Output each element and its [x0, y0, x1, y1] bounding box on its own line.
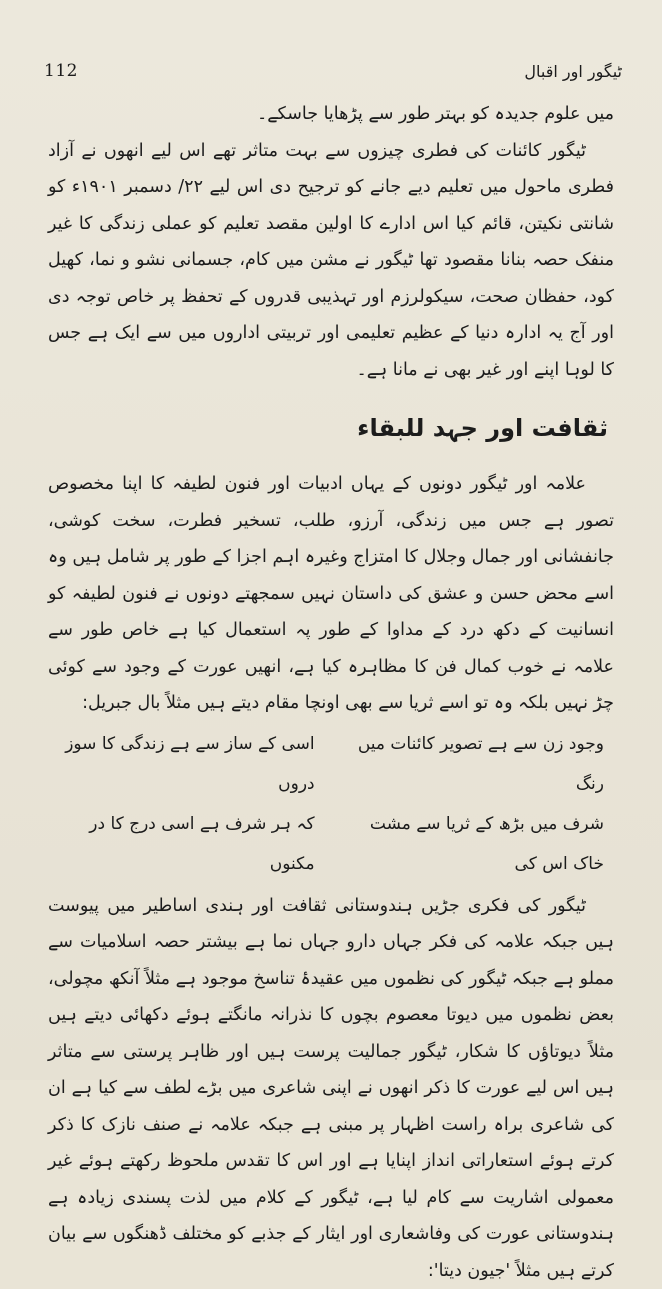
couplet-first-line: وجود زن سے ہے تصویر کائنات میں رنگ: [347, 724, 604, 804]
couplet-second-line: کہ ہر شرف ہے اسی درج کا در مکنوں: [58, 804, 335, 884]
paragraph-arts-concept: علامہ اور ٹیگور دونوں کے یہاں ادبیات اور فنون لطیفہ کا اپنا مخصوص تصور ہے جس میں زندگی، آرزو، طلب، تسخیر فطرت، سخت کوشی، جانفشانی اور جمال وجلال کا امتزاج وغیرہ اہم اجزا کے طور پر شامل ہیں وہ اسے محض حسن و عشق کی داستان نہیں سمجھتے دونوں نے فنون لطیفہ کو انسانیت کے دکھ درد کے مداوا کے طور پہ استعمال کیا ہے خاص طور سے علامہ نے خوب کمال فن کا مظاہرہ کیا ہے، انھیں عورت کے وجود سے کوئی چڑ نہیں بلکہ وہ تو اسے ثریا سے بھی اونچا مقام دیتے ہیں مثلاً بال جبریل:: [48, 466, 614, 722]
paragraph-tagore-nature: ٹیگور کائنات کی فطری چیزوں سے بہت متاثر تھے اس لیے انھوں نے آزاد فطری ماحول میں تعلیم دیے جانے کو ترجیح دی اس لیے ۲۲/ دسمبر ۱۹۰۱ء کو شانتی نکیتن، قائم کیا اس ادارے کا اولین مقصد تعلیم کو عملی زندگی کا غیر منفک حصہ بنانا مقصود تھا ٹیگور نے مشن میں کام، جسمانی نشو و نما، کھیل کود، حفظان صحت، سیکولرزم اور تہذیبی قدروں کے تحفظ پر خاص توجہ دی اور آج یہ ادارہ دنیا کے عظیم تعلیمی اور تربیتی اداروں میں سے ایک ہے جس کا لوہا اپنے اور غیر بھی نے مانا ہے۔: [48, 133, 614, 389]
couplet: [58, 724, 604, 804]
page-number: 112: [44, 61, 78, 81]
couplet-second-line: اسی کے ساز سے ہے زندگی کا سوز دروں: [58, 724, 335, 804]
poetry-couplets: [48, 724, 614, 884]
page-content: [48, 96, 614, 1289]
running-title: ٹیگور اور اقبال: [524, 62, 622, 81]
paragraph-comparison: ٹیگور کی فکری جڑیں ہندوستانی ثقافت اور ہندی اساطیر میں پیوست ہیں جبکہ علامہ کی فکر جہاں دارو جہاں نما ہے بیشتر حصہ اسلامیات سے مملو ہے جبکہ ٹیگور کی نظموں میں عقیدۂ تناسخ موجود ہے مثلاً آنکھ مچولی، بعض نظموں میں دیوتا معصوم بچوں کا نذرانہ مانگتے ہوئے دکھائی دیتے ہیں مثلاً دیوتاؤں کا شکار، ٹیگور جمالیت پرست ہیں اور ظاہر پرستی سے متاثر ہیں اس لیے عورت کا ذکر انھوں نے اپنی شاعری میں بڑے لطف سے کیا ہے ان کی شاعری براہ راست اظہار پر مبنی ہے جبکہ علامہ نے صنف نازک کا ذکر کرتے ہوئے استعاراتی انداز اپنایا ہے اور اس کا تقدس ملحوظ رکھتے ہوئے غیر معمولی اشاریت سے کام لیا ہے، ٹیگور کے کلام میں لذت پسندی زیادہ ہے ہندوستانی عورت کی وفاشعاری اور ایثار کے جذبے کو مختلف ڈھنگوں سے بیان کرتے ہیں مثلاً 'جیون دیتا':: [48, 888, 614, 1289]
section-heading: ثقافت اور جہد للبقاء: [48, 410, 614, 446]
couplet-first-line: شرف میں بڑھ کے ثریا سے مشت خاک اس کی: [347, 804, 604, 884]
page-header: [44, 56, 622, 86]
couplet: [58, 804, 604, 884]
paragraph-continuation: میں علوم جدیدہ کو بہتر طور سے پڑھایا جاسکے۔: [48, 96, 614, 133]
